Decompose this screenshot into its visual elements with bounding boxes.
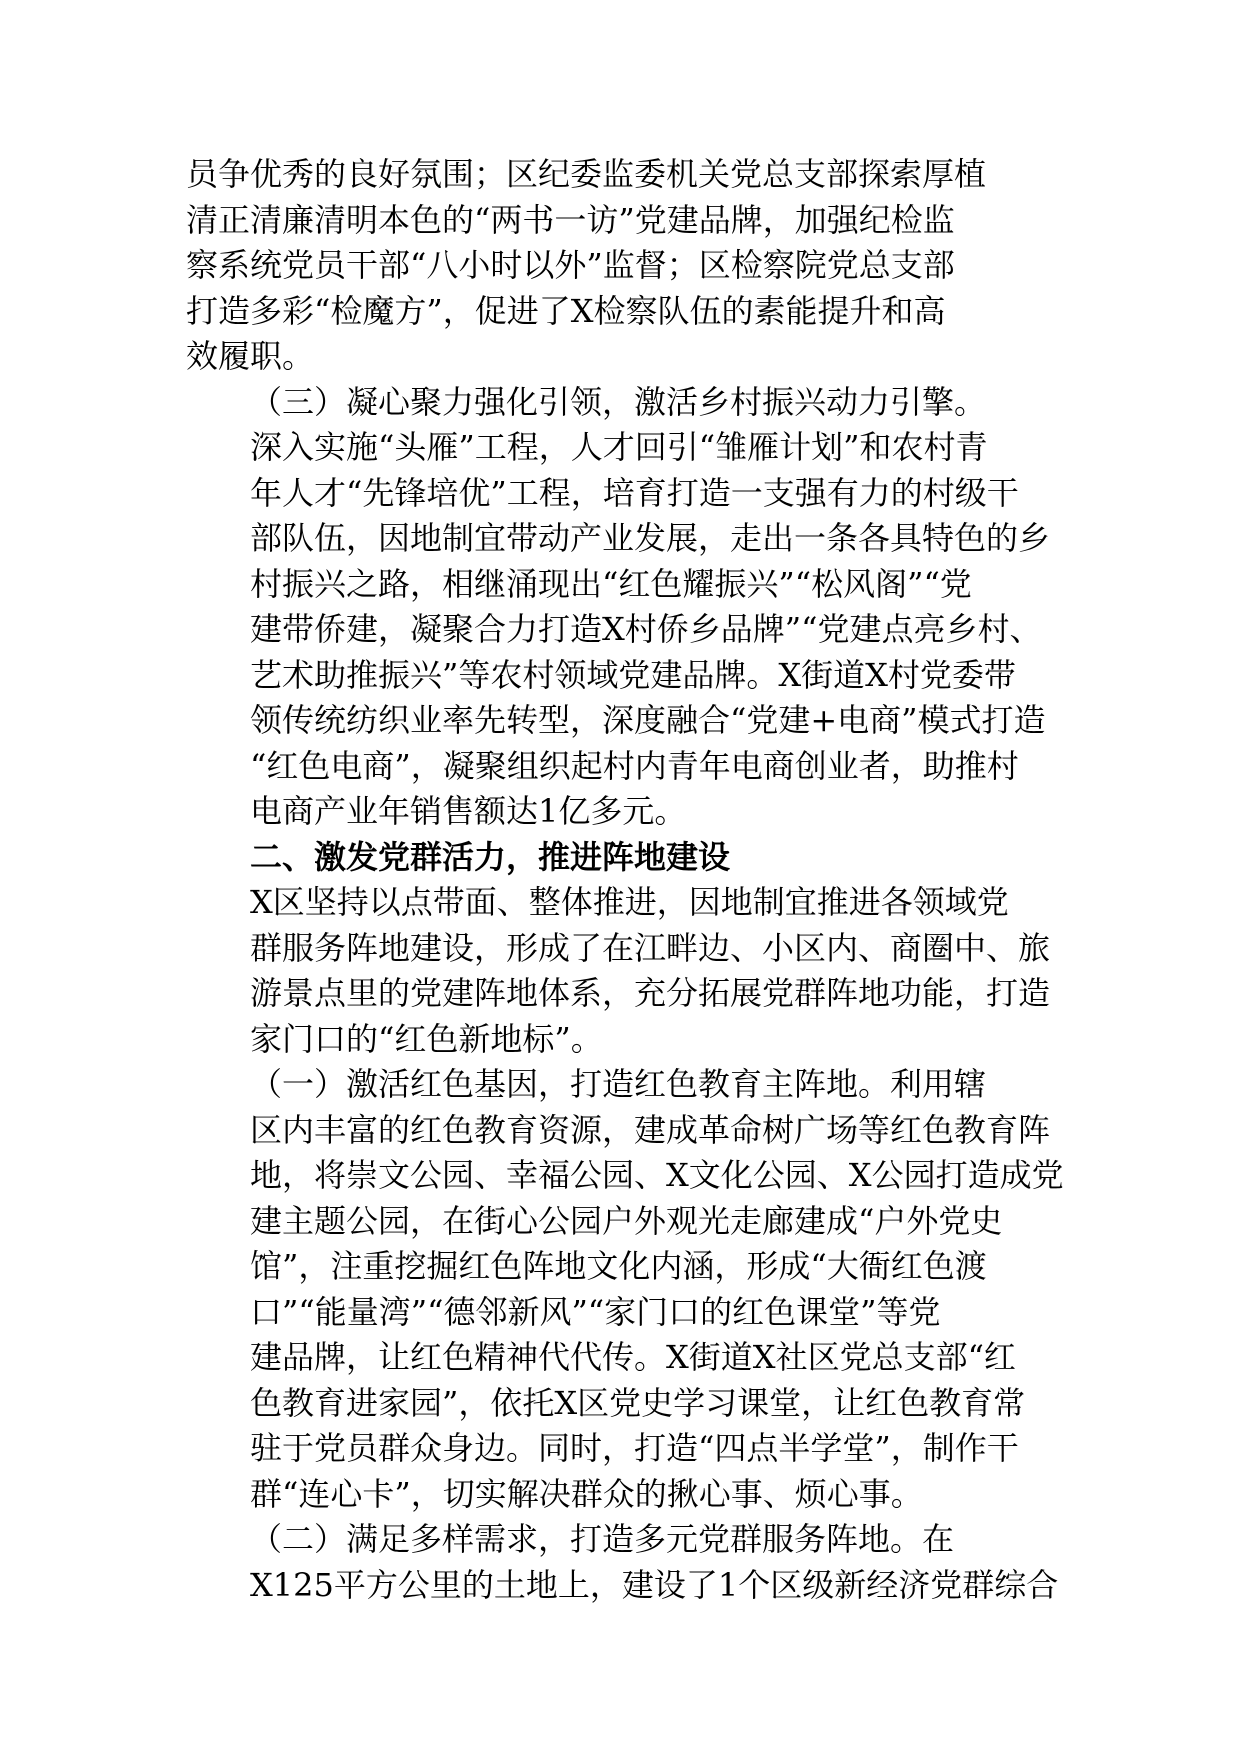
text-line: 驻于党员群众身边。同时，打造“四点半学堂”，制作干 — [250, 1429, 1019, 1467]
text-line: 部队伍，因地制宜带动产业发展，走出一条各具特色的乡 — [250, 519, 1051, 557]
text-line: 领传统纺织业率先转型，深度融合“党建+电商”模式打造 — [250, 701, 1046, 739]
text-line: 效履职。 — [186, 337, 315, 375]
text-line: 艺术助推振兴”等农村领域党建品牌。X街道X村党委带 — [250, 655, 1016, 694]
text-line: 建带侨建，凝聚合力打造X村侨乡品牌”“党建点亮乡村、 — [250, 610, 1042, 648]
document-body — [186, 152, 1066, 1608]
paragraph — [186, 152, 1066, 380]
text-line: 建品牌，让红色精神代代传。X街道X社区党总支部“红 — [250, 1338, 1016, 1376]
text-line: 员争优秀的良好氛围；区纪委监委机关党总支部探索厚植 — [186, 155, 987, 193]
paragraph — [186, 380, 1066, 835]
text-line: 察系统党员干部“八小时以外”监督；区检察院党总支部 — [186, 246, 955, 284]
text-line: 村振兴之路，相继涌现出“红色耀振兴”“松风阁”“党 — [250, 564, 972, 603]
text-line: 色教育进家园”，依托X区党史学习课堂，让红色教育常 — [250, 1383, 1026, 1422]
paragraph — [186, 1517, 1066, 1608]
text-line: 家门口的“红色新地标”。 — [250, 1019, 603, 1058]
text-line: 深入实施“头雁”工程，人才回引“雏雁计划”和农村青 — [250, 428, 988, 466]
text-line: 口”“能量湾”“德邻新风”“家门口的红色课堂”等党 — [250, 1292, 941, 1331]
text-line: 年人才“先锋培优”工程，培育打造一支强有力的村级干 — [250, 473, 1019, 512]
text-line: 建主题公园，在街心公园户外观光走廊建成“户外党史 — [250, 1201, 1003, 1240]
paragraph — [186, 880, 1066, 1062]
paragraph — [186, 1062, 1066, 1517]
section-heading — [186, 835, 1066, 881]
text-line: “红色电商”，凝聚组织起村内青年电商创业者，助推村 — [250, 746, 1019, 785]
text-line: 打造多彩“检魔方”，促进了X检察队伍的素能提升和高 — [186, 291, 946, 330]
text-line: 群服务阵地建设，形成了在江畔边、小区内、商圈中、旅 — [250, 928, 1051, 967]
text-line: 二、激发党群活力，推进阵地建设 — [250, 837, 731, 876]
text-line: 电商产业年销售额达1亿多元。 — [250, 792, 687, 830]
text-line: 馆”，注重挖掘红色阵地文化内涵，形成“大衙红色渡 — [250, 1247, 987, 1285]
text-line: X区坚持以点带面、整体推进，因地制宜推进各领域党 — [250, 883, 1009, 921]
text-line: （三）凝心聚力强化引领，激活乡村振兴动力引擎。 — [250, 382, 987, 421]
text-line: （一）激活红色基因，打造红色教育主阵地。利用辖 — [250, 1065, 987, 1103]
text-line: 游景点里的党建阵地体系，充分拓展党群阵地功能，打造 — [250, 974, 1051, 1012]
text-line: （二）满足多样需求，打造多元党群服务阵地。在 — [250, 1520, 955, 1558]
text-line: 地，将崇文公园、幸福公园、X文化公园、X公园打造成党 — [250, 1156, 1064, 1194]
text-line: 群“连心卡”，切实解决群众的揪心事、烦心事。 — [250, 1474, 923, 1513]
text-line: 区内丰富的红色教育资源，建成革命树广场等红色教育阵 — [250, 1110, 1051, 1149]
text-line: 清正清廉清明本色的“两书一访”党建品牌，加强纪检监 — [186, 200, 955, 239]
text-line: X125平方公里的土地上，建设了1个区级新经济党群综合 — [250, 1565, 1059, 1604]
